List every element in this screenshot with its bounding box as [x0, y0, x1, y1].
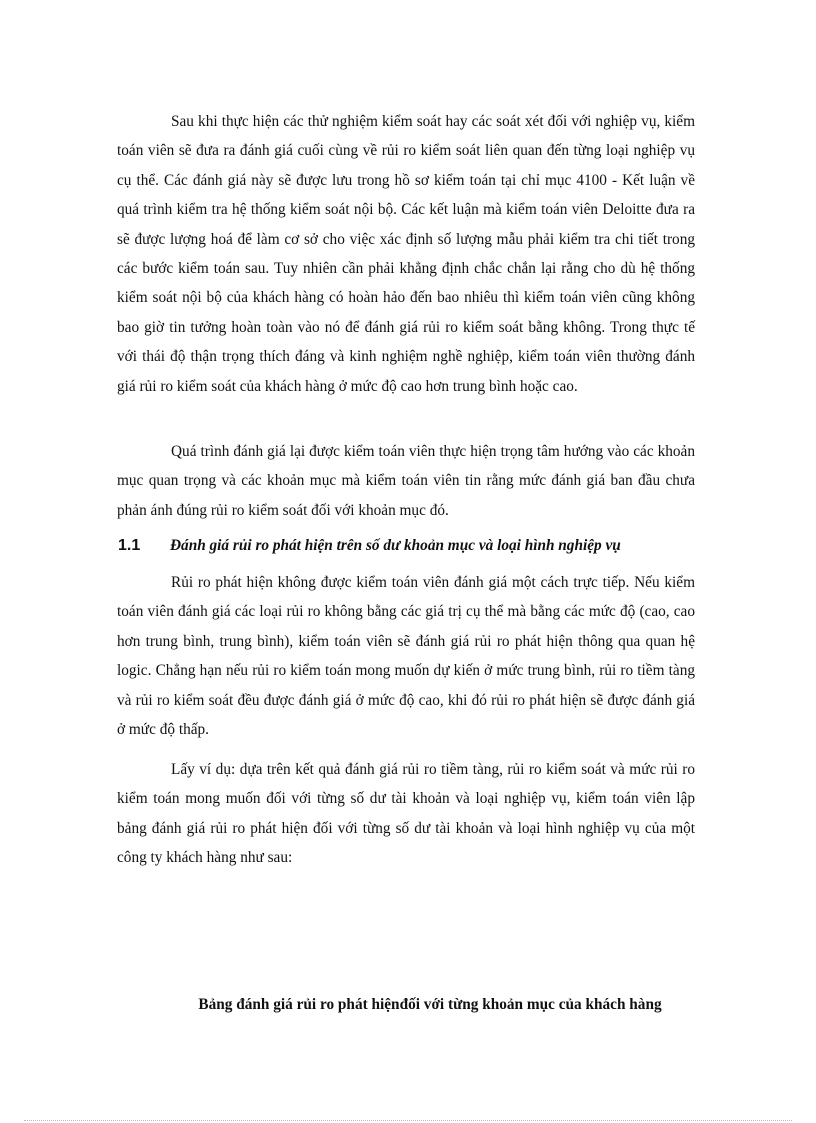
paragraph-reassessment: Quá trình đánh giá lại được kiểm toán viên thực hiện trọng tâm hướng vào các khoản mục quan trọng và các khoản mục mà kiểm toán viên tin rằng mức đánh giá ban đầu chưa phản ánh đúng rủi ro kiểm soát đối với khoản mục đó. [117, 443, 695, 519]
section-number: 1.1 [118, 537, 141, 554]
page-bottom-divider [24, 1120, 792, 1121]
table-title: Bảng đánh giá rủi ro phát hiệnđối với từng khoản mục của khách hàng [198, 996, 662, 1013]
section-heading [118, 537, 718, 555]
paragraph-example: Lấy ví dụ: dựa trên kết quả đánh giá rủi ro tiềm tàng, rủi ro kiểm soát và mức rủi ro kiểm toán mong muốn đối với từng số dư tài khoản và loại nghiệp vụ, kiểm toán viên lập bảng đánh giá rủi ro phát hiện đối với từng số dư tài khoản và loại hình nghiệp vụ của một công ty khách hàng như sau: [117, 761, 695, 867]
section-title: Đánh giá rủi ro phát hiện trên số dư khoản mục và loại hình nghiệp vụ [170, 537, 621, 554]
paragraph-detection-risk: Rủi ro phát hiện không được kiểm toán viên đánh giá một cách trực tiếp. Nếu kiểm toán viên đánh giá các loại rủi ro không bằng các giá trị cụ thể mà bằng các mức độ (cao, cao hơn trung bình, trung bình), kiểm toán viên sẽ đánh giá rủi ro phát hiện thông qua quan hệ logic. Chẳng hạn nếu rủi ro kiểm toán mong muốn dự kiến ở mức trung bình, rủi ro tiềm tàng và rủi ro kiểm soát đều được đánh giá ở mức độ cao, khi đó rủi ro phát hiện sẽ được đánh giá ở mức độ thấp. [117, 574, 695, 739]
paragraph-control-risk-conclusion: Sau khi thực hiện các thử nghiệm kiểm soát hay các soát xét đối với nghiệp vụ, kiểm toán viên sẽ đưa ra đánh giá cuối cùng về rủi ro kiểm soát liên quan đến từng loại nghiệp vụ cụ thể. Các đánh giá này sẽ được lưu trong hồ sơ kiểm toán tại chỉ mục 4100 - Kết luận về quá trình kiểm tra hệ thống kiểm soát nội bộ. Các kết luận mà kiểm toán viên Deloitte đưa ra sẽ được lượng hoá để làm cơ sở cho việc xác định số lượng mẫu phải kiểm tra chi tiết trong các bước kiểm toán sau. Tuy nhiên cần phải khẳng định chắc chắn lại rằng cho dù hệ thống kiểm soát nội bộ của khách hàng có hoàn hảo đến bao nhiêu thì kiểm toán viên cũng không bao giờ tin tưởng hoàn toàn vào nó để đánh giá rủi ro kiểm soát bằng không. Trong thực tế với thái độ thận trọng thích đáng và kinh nghiệm nghề nghiệp, kiểm toán viên thường đánh giá rủi ro kiểm soát của khách hàng ở mức độ cao hơn trung bình hoặc cao. [117, 113, 695, 395]
